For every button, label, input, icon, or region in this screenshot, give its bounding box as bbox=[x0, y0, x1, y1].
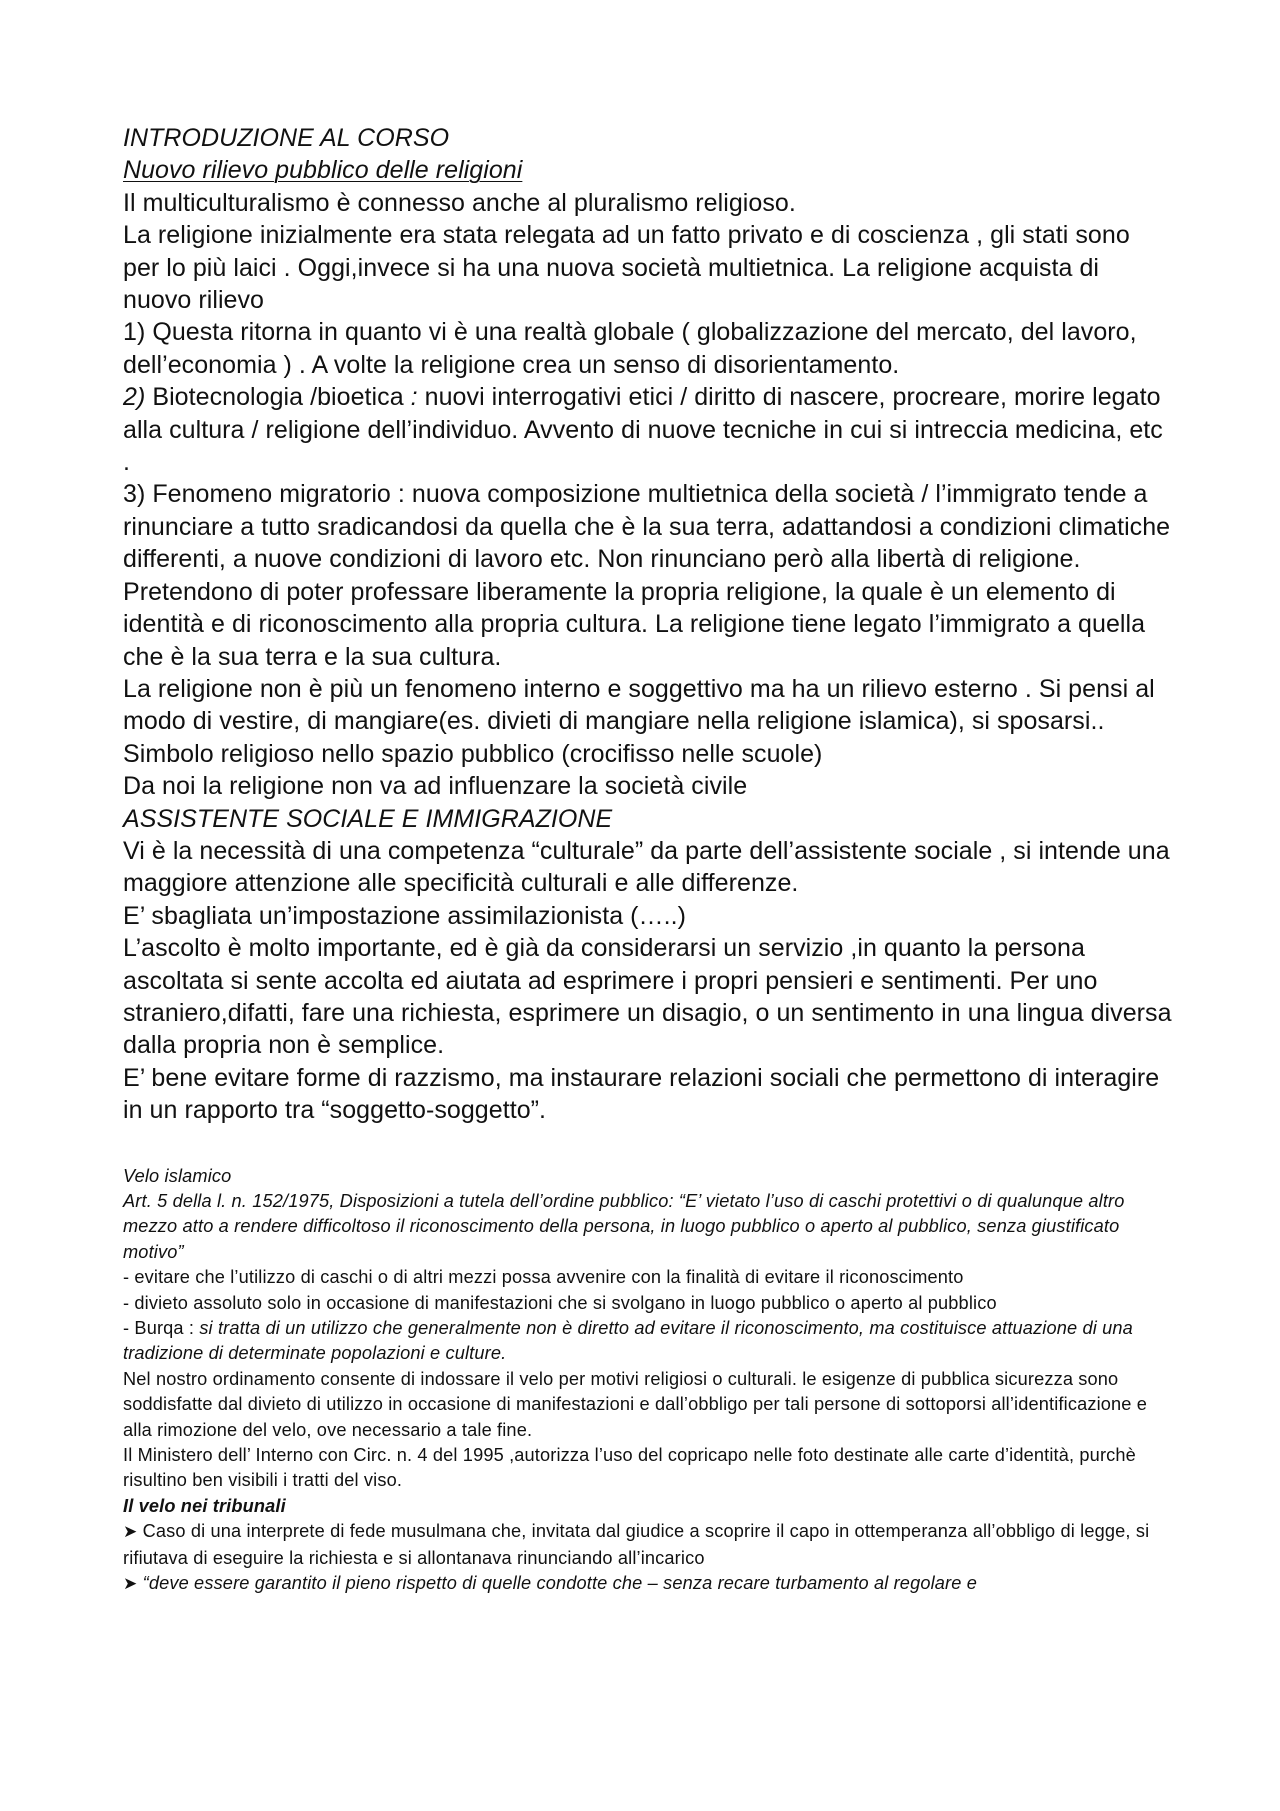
section-title: INTRODUZIONE AL CORSO bbox=[123, 124, 450, 152]
velo-section bbox=[123, 1164, 1173, 1598]
document-page bbox=[123, 122, 1173, 1598]
paragraph: Nel nostro ordinamento consente di indossare il velo per motivi religiosi o culturali. le esigenze di pubblica sicurezza sono soddisfatte dal divieto di utilizzo in occasione di manifestazioni e dall’obbligo per tali persone di sottoporsi all’identificazione e alla rimozione del velo, ove necessario a tale fine. bbox=[123, 1368, 1148, 1440]
paragraph: Vi è la necessità di una competenza “culturale” da parte dell’assistente sociale , si intende una maggiore attenzione alle specificità culturali e alle differenze. bbox=[123, 836, 1170, 898]
paragraph: Il Ministero dell’ Interno con Circ. n. 4 del 1995 ,autorizza l’uso del copricapo nelle foto destinate alle carte d’identità, purchè risultino ben visibili i tratti del viso. bbox=[123, 1445, 1136, 1491]
section-subtitle: Nuovo rilievo pubblico delle religioni bbox=[123, 156, 523, 185]
paragraph: La religione non è più un fenomeno interno e soggettivo ma ha un rilievo esterno . Si pensi al modo di vestire, di mangiare(es. divieti di mangiare nella religione islamica), si sposarsi.. bbox=[123, 674, 1155, 736]
paragraph: Simbolo religioso nello spazio pubblico (crocifisso nelle scuole) bbox=[123, 739, 823, 768]
arrow-bullet-icon: ➤ bbox=[123, 1522, 138, 1543]
paragraph: Da noi la religione non va ad influenzare la società civile bbox=[123, 772, 748, 801]
article-quote: Art. 5 della l. n. 152/1975, Disposizioni a tutela dell’ordine pubblico: “E’ vietato l’uso di caschi protettivi o di qualunque altro mezzo atto a rendere difficoltoso il riconoscimento della persona, in luogo pubblico o aperto al pubblico, senza giustificato motivo” bbox=[123, 1191, 1125, 1262]
paragraph: E’ sbagliata un’impostazione assimilazionista (…..) bbox=[123, 901, 686, 930]
list-item-lead: - Burqa : bbox=[123, 1318, 200, 1339]
list-item-text: Caso di una interprete di fede musulmana che, invitata dal giudice a scoprire il capo in ottemperanza all’obbligo di legge, si rifiutava di eseguire la richiesta e si allontanava rinunciando all’incarico bbox=[123, 1521, 1150, 1568]
paragraph: L’ascolto è molto importante, ed è già da considerarsi un servizio ,in quanto la persona ascoltata si sente accolta ed aiutata ad esprimere i propri pensieri e sentimenti. Per uno straniero,difatti, fare una richiesta, esprimere un disagio, o un sentimento in una lingua diversa dalla propria non è semplice. bbox=[123, 934, 1172, 1060]
velo-heading: Velo islamico bbox=[123, 1165, 232, 1186]
colon: : bbox=[410, 383, 418, 412]
main-text bbox=[123, 122, 1173, 1127]
list-item bbox=[123, 1571, 1173, 1597]
list-item bbox=[123, 1316, 1173, 1367]
list-number: 2) bbox=[123, 383, 146, 412]
arrow-bullet-icon: ➤ bbox=[123, 1574, 138, 1595]
paragraph-text: nuovi interrogativi etici / diritto di nascere, procreare, morire legato alla cultura / religione dell’individuo. Avvento di nuove tecniche in cui si intreccia medicina, etc . bbox=[123, 383, 1163, 477]
paragraph: 1) Questa ritorna in quanto vi è una realtà globale ( globalizzazione del mercato, del lavoro, dell’economia ) . A volte la religione crea un senso di disorientamento. bbox=[123, 318, 1137, 379]
list-item bbox=[123, 1519, 1173, 1571]
paragraph-text: Biotecnologia /bioetica bbox=[145, 383, 411, 412]
section-heading: ASSISTENTE SOCIALE E IMMIGRAZIONE bbox=[123, 804, 613, 833]
paragraph: E’ bene evitare forme di razzismo, ma instaurare relazioni sociali che permettono di interagire in un rapporto tra “soggetto-soggetto”. bbox=[123, 1063, 1160, 1125]
list-item: - divieto assoluto solo in occasione di manifestazioni che si svolgano in luogo pubblico o aperto al pubblico bbox=[123, 1292, 997, 1313]
list-item-text: “deve essere garantito il pieno rispetto di quelle condotte che – senza recare turbamento al regolare e bbox=[137, 1573, 977, 1594]
tribunali-heading: Il velo nei tribunali bbox=[123, 1495, 286, 1516]
paragraph: 3) Fenomeno migratorio : nuova composizione multietnica della società / l’immigrato tende a rinunciare a tutto sradicandosi da quella che è la sua terra, adattandosi a condizioni climatiche differenti, a nuove condizioni di lavoro etc. Non rinunciano però alla libertà di religione. Pretendono di poter professare liberamente la propria religione, la quale è un elemento di identità e di riconoscimento alla propria cultura. La religione tiene legato l’immigrato a quella che è la sua terra e la sua cultura. bbox=[123, 480, 1171, 671]
list-item-text: si tratta di un utilizzo che generalmente non è diretto ad evitare il riconoscimento, ma costituisce attuazione di una tradizione di determinate popolazioni e culture. bbox=[123, 1318, 1133, 1364]
paragraph: La religione inizialmente era stata relegata ad un fatto privato e di coscienza , gli stati sono per lo più laici . Oggi,invece si ha una nuova società multietnica. La religione acquista di nuovo rilievo bbox=[123, 221, 1130, 315]
paragraph bbox=[123, 381, 1173, 478]
paragraph: Il multiculturalismo è connesso anche al pluralismo religioso. bbox=[123, 188, 796, 217]
list-item: - evitare che l’utilizzo di caschi o di altri mezzi possa avvenire con la finalità di evitare il riconoscimento bbox=[123, 1267, 964, 1288]
